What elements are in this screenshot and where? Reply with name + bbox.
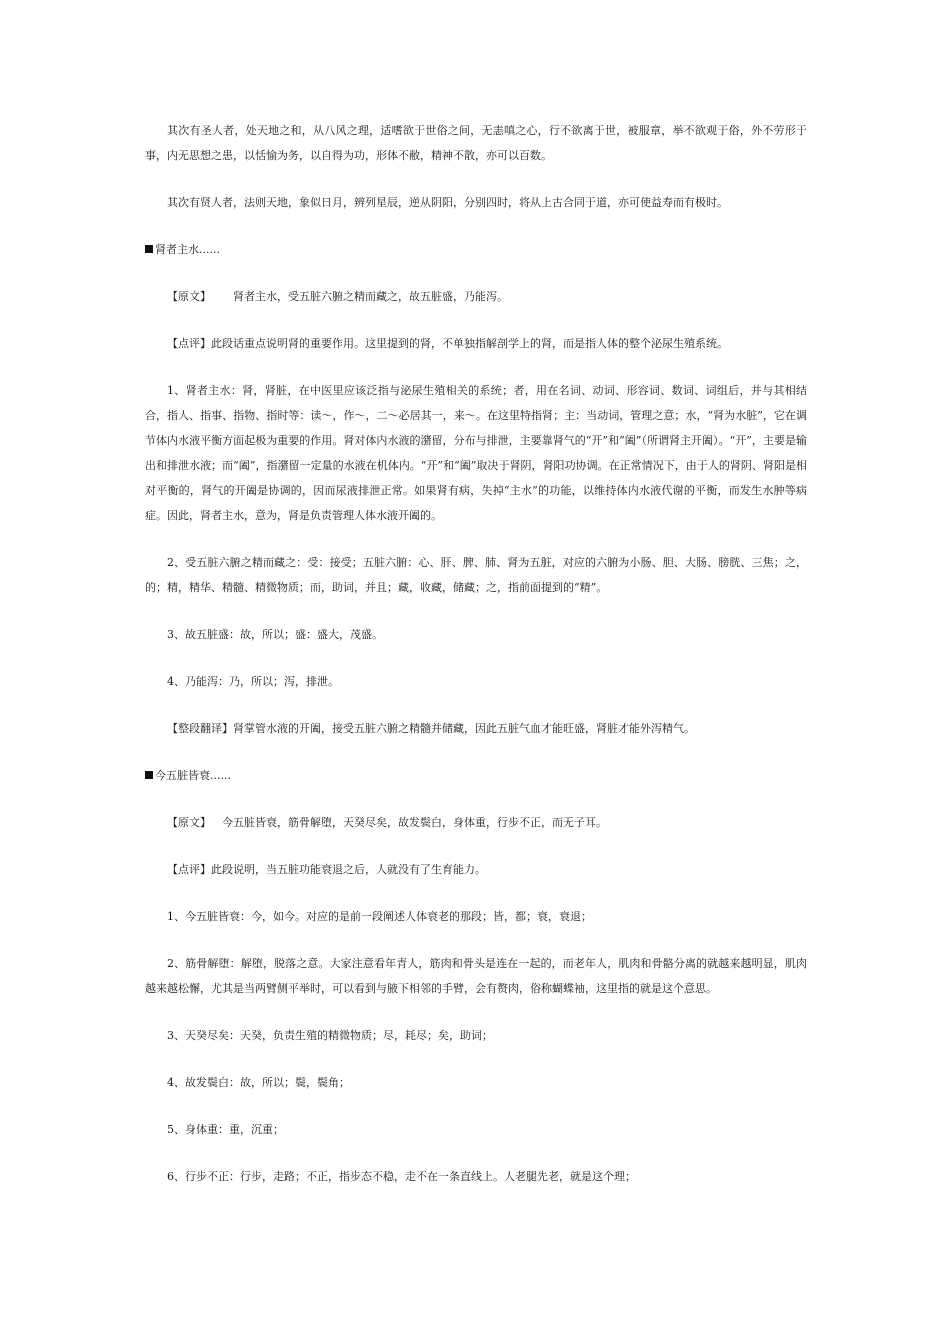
paragraph-commentary [145, 331, 807, 356]
spacer [145, 788, 807, 810]
black-square-icon [145, 771, 153, 779]
original-content: 今五脏皆衰，筋骨解堕，天癸尽矣，故发鬓白，身体重，行步不正，而无子耳。 [222, 816, 607, 829]
original-tag: 【原文】 [167, 290, 211, 303]
commentary-content: 此段说明，当五脏功能衰退之后，人就没有了生育能力。 [211, 863, 486, 876]
paragraph-original-text [145, 284, 807, 309]
black-square-icon [145, 245, 153, 253]
spacer [145, 741, 807, 763]
paragraph-note-4: 4、乃能泻：乃，所以；泻，排泄。 [167, 675, 339, 688]
original-tag: 【原文】 [167, 816, 211, 829]
paragraph-note-6: 2、筋骨解堕：解堕，脱落之意。大家注意看年青人，筋肉和骨头是连在一起的，而老年人，肌肉和骨骼分离的就越来越明显，肌肉越来越松懈，尤其是当两臂侧平举时，可以看到与腋下相邻的手臂，会有赘肉，俗称蝴蝶袖，这里指的就是这个意思。 [145, 957, 807, 995]
spacer [145, 309, 807, 331]
spacer [145, 835, 807, 857]
spacer [145, 1095, 807, 1117]
spacer [145, 1001, 807, 1023]
heading-text: 今五脏皆衰...... [155, 769, 231, 782]
commentary-content: 此段话重点说明肾的重要作用。这里提到的肾，不单独指解剖学上的肾，而是指人体的整个泌尿生殖系统。 [211, 337, 728, 350]
paragraph-sage: 其次有圣人者，处天地之和，从八风之理，适嗜欲于世俗之间，无恚嗔之心，行不欲离于世，被服章，举不欲观于俗，外不劳形于事，内无思想之患，以恬愉为务，以自得为功，形体不敝，精神不散，亦可以百数。 [145, 124, 807, 162]
spacer [145, 882, 807, 904]
spacer [145, 168, 807, 190]
paragraph-note-3: 3、故五脏盛：故，所以；盛：盛大，茂盛。 [167, 628, 383, 641]
paragraph-note-1: 1、肾者主水：肾，肾脏，在中医里应该泛指与泌尿生殖相关的系统；者，用在名词、动词、形容词、数词、词组后，并与其相结合，指人、指事、指物、指时等：读～，作～，二～必居其一，来～。在这里特指肾；主：当动词，管理之意；水，“肾为水脏”，它在调节体内水液平衡方面起极为重要的作用。肾对体内水液的潴留，分布与排泄，主要靠肾气的“开”和“阖”（所谓肾主开阖）。“开”，主要是输出和排泄水液；而“阖”，指潴留一定量的水液在机体内。“开”和“阖”取决于肾阴，肾阳功协调。在正常情况下，由于人的肾阴、肾阳是相对平衡的，肾气的开阖是协调的，因而尿液排泄正常。如果肾有病，失掉“主水”的功能，以维持体内水液代谢的平衡，而发生水肿等病症。因此，肾者主水，意为，肾是负责管理人体水液开阖的。 [145, 384, 807, 522]
commentary-tag: 【点评】 [167, 863, 211, 876]
paragraph-note-5: 1、今五脏皆衰：今，如今。对应的是前一段阐述人体衰老的那段；皆，都；衰，衰退； [167, 910, 592, 923]
spacer [145, 600, 807, 622]
translation-content: 肾掌管水液的开阖，接受五脏六腑之精髓并储藏，因此五脏气血才能旺盛，肾脏才能外泻精气。 [233, 722, 695, 735]
paragraph-note-7: 3、天癸尽矣：天癸，负责生殖的精微物质；尽，耗尽；矣，助词； [167, 1029, 493, 1042]
spacer [145, 1142, 807, 1164]
spacer [145, 694, 807, 716]
original-content: 肾者主水，受五脏六腑之精而藏之，故五脏盛，乃能泻。 [233, 290, 508, 303]
heading-text: 肾者主水...... [155, 243, 220, 256]
spacer [145, 647, 807, 669]
paragraph-note-8: 4、故发鬓白：故，所以；鬓，鬓角； [167, 1076, 350, 1089]
document-page [145, 118, 807, 1189]
spacer [145, 262, 807, 284]
spacer [145, 356, 807, 378]
spacer [145, 528, 807, 550]
paragraph-note-10: 6、行步不正：行步，走路；不正，指步态不稳，走不在一条直线上。人老腿先老，就是这个理； [167, 1170, 636, 1183]
spacer [145, 929, 807, 951]
paragraph-commentary-2 [145, 857, 807, 882]
paragraph-original-text-2 [145, 810, 807, 835]
section-heading-decline [145, 763, 807, 788]
paragraph-worthy: 其次有贤人者，法则天地，象似日月，辨列星辰，逆从阴阳，分别四时，将从上古合同于道，亦可使益寿而有极时。 [167, 196, 728, 209]
commentary-tag: 【点评】 [167, 337, 211, 350]
spacer [145, 215, 807, 237]
paragraph-translation [145, 716, 807, 741]
translation-tag: 【整段翻译】 [167, 722, 233, 735]
paragraph-note-9: 5、身体重：重，沉重； [167, 1123, 284, 1136]
section-heading-kidney [145, 237, 807, 262]
spacer [145, 1048, 807, 1070]
paragraph-note-2: 2、受五脏六腑之精而藏之：受：接受；五脏六腑：心、肝、脾、肺、肾为五脏，对应的六腑为小肠、胆、大肠、膀胱、三焦；之，的；精，精华、精髓、精微物质；而，助词，并且；藏，收藏，储藏；之，指前面提到的“精”。 [145, 556, 807, 594]
